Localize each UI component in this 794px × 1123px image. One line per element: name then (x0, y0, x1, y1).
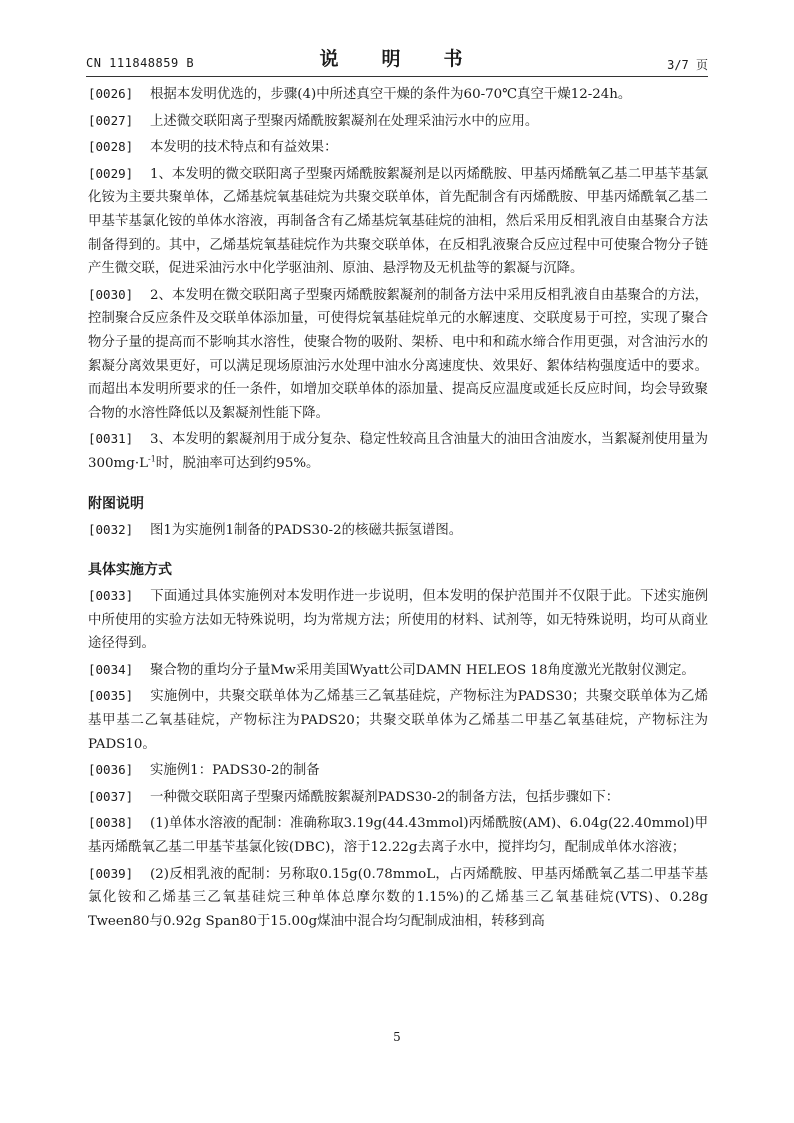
paragraph-number: [0037] (88, 788, 134, 804)
paragraph (88, 109, 708, 134)
paragraph (88, 684, 708, 756)
page-number: 5 (393, 1030, 401, 1044)
paragraph-number: [0036] (88, 762, 134, 778)
paragraph-text: 实施例中，共聚交联单体为乙烯基三乙氧基硅烷，产物标注为PADS30；共聚交联单体为乙烯基甲基二乙氧基硅烷，产物标注为PADS20；共聚交联单体为乙烯基二甲基乙氧基硅烷，产物标注为PADS10。 (88, 689, 708, 752)
paragraph-number: [0033] (88, 588, 134, 604)
paragraph-text: (2)反相乳液的配制：另称取0.15g(0.78mmoL，占丙烯酰胺、甲基丙烯酰氧乙基二甲基苄基氯化铵和乙烯基三乙氧基硅烷三种单体总摩尔数的1.15%)的乙烯基三乙氧基硅烷(VTS)、0.28g Tween80与0.92g Span80于15.00g煤油中混合均匀配制成油相，转移到高 (88, 866, 708, 929)
publication-number: CN 111848859 B (86, 56, 195, 70)
paragraph-text: 2、本发明在微交联阳离子型聚丙烯酰胺絮凝剂的制备方法中采用反相乳液自由基聚合的方法，控制聚合反应条件及交联单体添加量，可使得烷氧基硅烷单元的水解速度、交联度易于可控，实现了聚合物分子量的提高而不影响其水溶性，使聚合物的吸附、架桥、电中和和疏水缔合作用更强，对含油污水的絮凝分离效果更好，可以满足现场原油污水处理中油水分离速度快、效果好、絮体结构强度适中的要求。而超出本发明所要求的任一条件，如增加交联单体的添加量、提高反应温度或延长反应时间，均会导致聚合物的水溶性降低以及絮凝剂性能下降。 (88, 287, 708, 421)
paragraph (88, 283, 708, 426)
paragraph-text: 聚合物的重均分子量Mw采用美国Wyatt公司DAMN HELEOS 18角度激光光散射仪测定。 (150, 662, 695, 678)
paragraph (88, 162, 708, 281)
paragraph (88, 862, 708, 934)
header-rule (86, 76, 708, 77)
paragraph-text: 实施例1：PADS30-2的制备 (150, 763, 320, 779)
paragraph (88, 135, 708, 160)
paragraph (88, 584, 708, 656)
section-heading: 附图说明 (88, 495, 144, 512)
paragraph (88, 785, 708, 810)
paragraph-number: [0034] (88, 661, 134, 677)
paragraph (88, 518, 708, 543)
paragraph-number: [0031] (88, 431, 134, 447)
paragraph-text: 根据本发明优选的，步骤(4)中所述真空干燥的条件为60-70℃真空干燥12-24h。 (150, 87, 632, 102)
page-header (86, 44, 708, 72)
section-heading: 具体实施方式 (88, 562, 172, 579)
paragraph-number: [0029] (88, 165, 134, 181)
paragraph-text: 下面通过具体实施例对本发明作进一步说明，但本发明的保护范围并不仅限于此。下述实施例中所使用的实验方法如无特殊说明，均为常规方法；所使用的材料、试剂等，如无特殊说明，均可从商业途径得到。 (88, 589, 708, 652)
paragraph-text: (1)单体水溶液的配制：准确称取3.19g(44.43mmol)丙烯酰胺(AM)、6.04g(22.40mmol)甲基丙烯酰氧乙基二甲基苄基氯化铵(DBC)，溶于12.22g去离子水中，搅拌均匀，配制成单体水溶液； (88, 816, 708, 856)
paragraph-number: [0038] (88, 815, 134, 831)
superscript-exponent: -1 (147, 454, 156, 464)
paragraph (88, 758, 708, 783)
paragraph-number: [0026] (88, 86, 134, 101)
page-indicator: 3/7 页 (667, 58, 708, 72)
paragraph-number: [0028] (88, 139, 134, 155)
paragraph-text: 本发明的技术特点和有益效果： (150, 140, 338, 156)
paragraph-number: [0032] (88, 521, 134, 537)
paragraph-text: 上述微交联阳离子型聚丙烯酰胺絮凝剂在处理采油污水中的应用。 (150, 113, 539, 129)
paragraph-number: [0039] (88, 865, 134, 881)
paragraph (88, 658, 708, 683)
paragraph-number: [0027] (88, 112, 134, 128)
paragraph (88, 82, 708, 107)
document-title: 说 明 书 (319, 48, 475, 70)
paragraph (88, 811, 708, 859)
paragraph-number: [0035] (88, 688, 134, 704)
paragraph-text: 3、本发明的絮凝剂用于成分复杂、稳定性较高且含油量大的油田含油废水，当絮凝剂使用量为300mg·L (88, 432, 708, 471)
paragraph (88, 427, 708, 475)
paragraph-text: 1、本发明的微交联阳离子型聚丙烯酰胺絮凝剂是以丙烯酰胺、甲基丙烯酰氧乙基二甲基苄基氯化铵为主要共聚单体，乙烯基烷氧基硅烷为共聚交联单体，首先配制含有丙烯酰胺、甲基丙烯酰氧乙基二甲基苄基氯化铵的单体水溶液，再制备含有乙烯基烷氧基硅烷的油相，然后采用反相乳液自由基聚合方法制备得到的。其中，乙烯基烷氧基硅烷作为共聚交联单体，在反相乳液聚合反应过程中可使聚合物分子链产生微交联，促进采油污水中化学驱油剂、原油、悬浮物及无机盐等的絮凝与沉降。 (88, 166, 708, 277)
paragraph-text: 一种微交联阳离子型聚丙烯酰胺絮凝剂PADS30-2的制备方法，包括步骤如下： (150, 789, 620, 805)
document-body (88, 82, 708, 935)
paragraph-text: 时，脱油率可达到约95%。 (155, 455, 320, 471)
paragraph-number: [0030] (88, 286, 134, 302)
paragraph-text: 图1为实施例1制备的PADS30-2的核磁共振氢谱图。 (150, 522, 463, 538)
